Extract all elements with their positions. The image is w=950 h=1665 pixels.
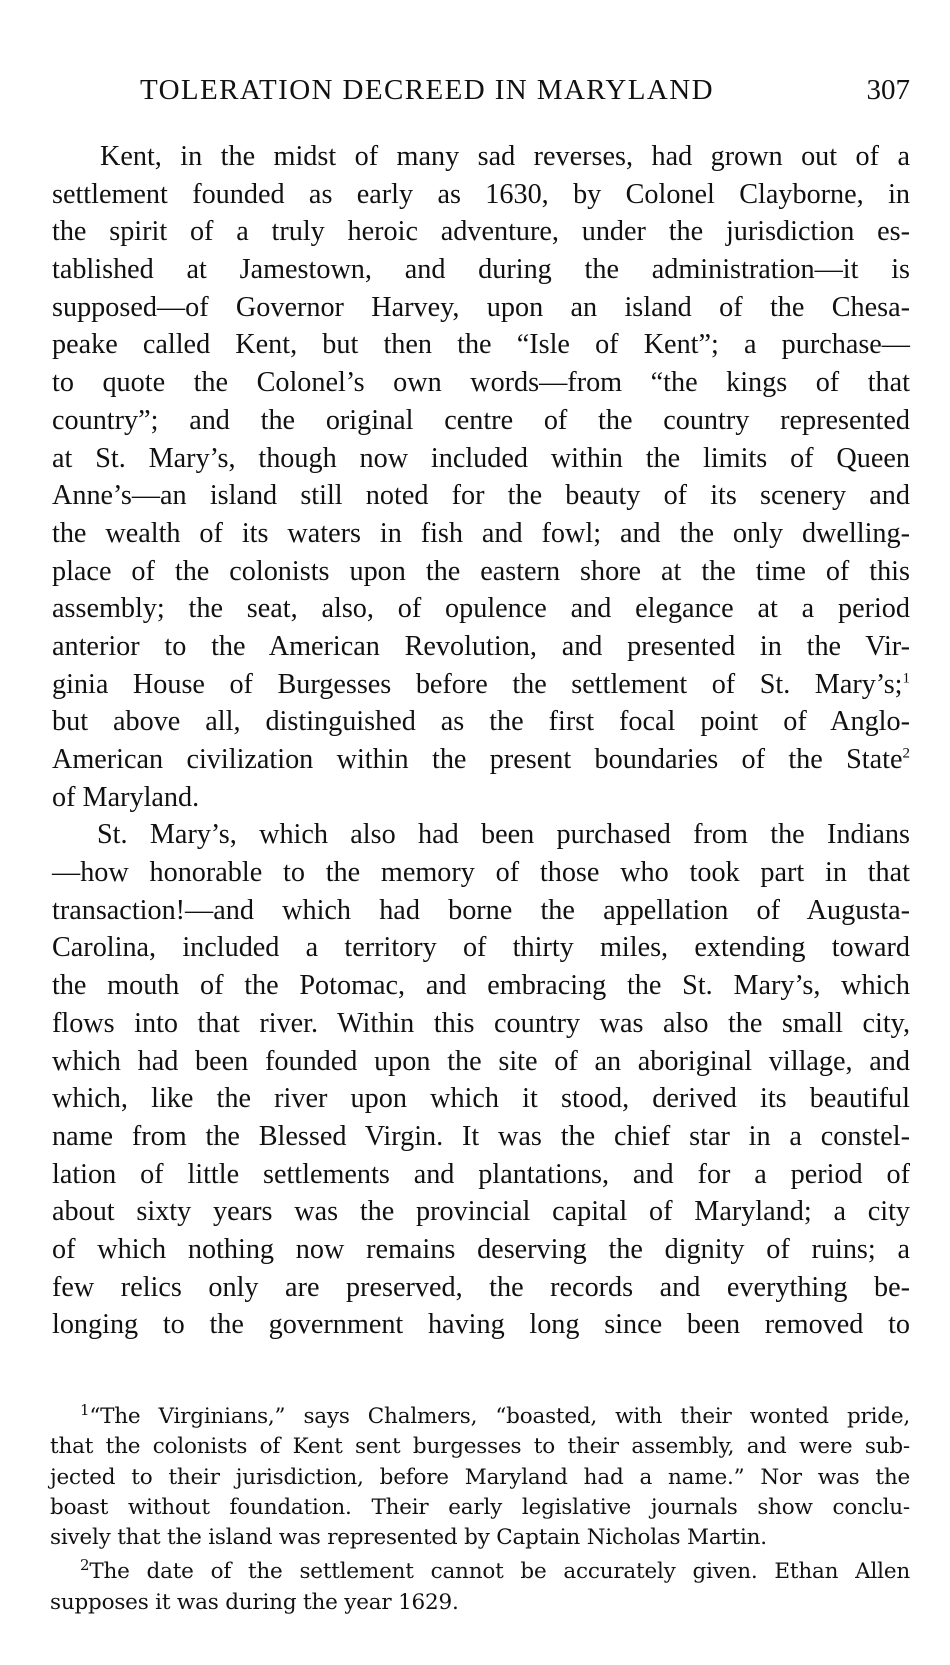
text-line: at St. Mary’s, though now included within the limits of Queen <box>52 442 910 474</box>
text-line: St. Mary’s, which also had been purchased from the Indians <box>97 819 910 851</box>
text-line: country”; and the original centre of the country represented <box>52 404 910 436</box>
text-line: which, like the river upon which it stood, derived its beautiful <box>52 1083 910 1115</box>
text-line: Anne’s—an island still noted for the beauty of its scenery and <box>52 480 910 512</box>
text-line: anterior to the American Revolution, and presented in the Vir- <box>52 630 910 662</box>
text-line: peake called Kent, but then the “Isle of Kent”; a purchase— <box>52 329 910 361</box>
body-text <box>52 138 910 1344</box>
text-line: which had been founded upon the site of an aboriginal village, and <box>52 1045 910 1077</box>
page-header <box>140 74 910 114</box>
footnote-1-line: sively that the island was represented by Captain Nicholas Martin. <box>50 1525 767 1551</box>
text-line: the wealth of its waters in fish and fowl; and the only dwelling- <box>52 517 910 549</box>
footnote-ref-1: 1 <box>902 670 910 687</box>
text-line: to quote the Colonel’s own words—from “the kings of that <box>52 367 910 399</box>
text-line: transaction!—and which had borne the appellation of Augusta- <box>52 894 910 926</box>
text-line: tablished at Jamestown, and during the administration—it is <box>52 254 910 286</box>
text-line-with-footnote-ref <box>52 741 910 779</box>
footnote-1-text: “The Virginians,” says Chalmers, “boasted, with their wonted pride, <box>89 1404 910 1429</box>
footnote-2-marker: 2 <box>80 1556 90 1575</box>
footnote-1-marker: 1 <box>80 1400 90 1419</box>
footnote-1-line <box>50 1402 910 1432</box>
page-number: 307 <box>866 74 910 106</box>
running-head: TOLERATION DECREED IN MARYLAND <box>140 74 714 106</box>
text-line: assembly; the seat, also, of opulence and elegance at a period <box>52 593 910 625</box>
text-line-with-footnote-ref <box>52 666 910 704</box>
footnote-1-line: jected to their jurisdiction, before Maryland had a name.” Nor was the <box>50 1464 910 1490</box>
text-line: about sixty years was the provincial capital of Maryland; a city <box>52 1196 910 1228</box>
text-line: settlement founded as early as 1630, by Colonel Clayborne, in <box>52 178 910 210</box>
footnote-2-text: The date of the settlement cannot be accurately given. Ethan Allen <box>89 1559 910 1585</box>
text-line-content: ginia House of Burgesses before the settlement of St. Mary’s; <box>52 668 903 700</box>
text-line: —how honorable to the memory of those who took part in that <box>52 857 910 889</box>
text-line: of Maryland. <box>52 781 200 813</box>
footnote-2-line <box>50 1557 910 1587</box>
text-line: flows into that river. Within this country was also the small city, <box>52 1007 910 1039</box>
text-line-content: American civilization within the present boundaries of the State <box>52 744 903 775</box>
text-line: Carolina, included a territory of thirty miles, extending toward <box>52 932 910 964</box>
text-line: name from the Blessed Virgin. It was the chief star in a constel- <box>52 1120 910 1152</box>
text-line: the spirit of a truly heroic adventure, under the jurisdiction es- <box>52 216 910 248</box>
text-line: the mouth of the Potomac, and embracing the St. Mary’s, which <box>52 970 910 1002</box>
text-line: but above all, distinguished as the first focal point of Anglo- <box>52 706 910 738</box>
footnote-1-line: that the colonists of Kent sent burgesses to their assembly, and were sub- <box>50 1434 910 1460</box>
text-line: lation of little settlements and plantations, and for a period of <box>52 1158 910 1190</box>
text-line: of which nothing now remains deserving the dignity of ruins; a <box>52 1233 910 1265</box>
footnotes <box>50 1402 910 1618</box>
footnote-1-line: boast without foundation. Their early legislative journals show conclu- <box>50 1494 910 1520</box>
text-line: place of the colonists upon the eastern shore at the time of this <box>52 555 910 587</box>
text-line: supposed—of Governor Harvey, upon an island of the Chesa- <box>52 291 910 323</box>
text-line: few relics only are preserved, the records and everything be- <box>52 1271 910 1303</box>
text-line: longing to the government having long since been removed to <box>52 1309 910 1341</box>
text-line: Kent, in the midst of many sad reverses, had grown out of a <box>100 141 910 172</box>
footnote-2-line: supposes it was during the year 1629. <box>50 1589 459 1615</box>
footnote-ref-2: 2 <box>902 745 910 762</box>
